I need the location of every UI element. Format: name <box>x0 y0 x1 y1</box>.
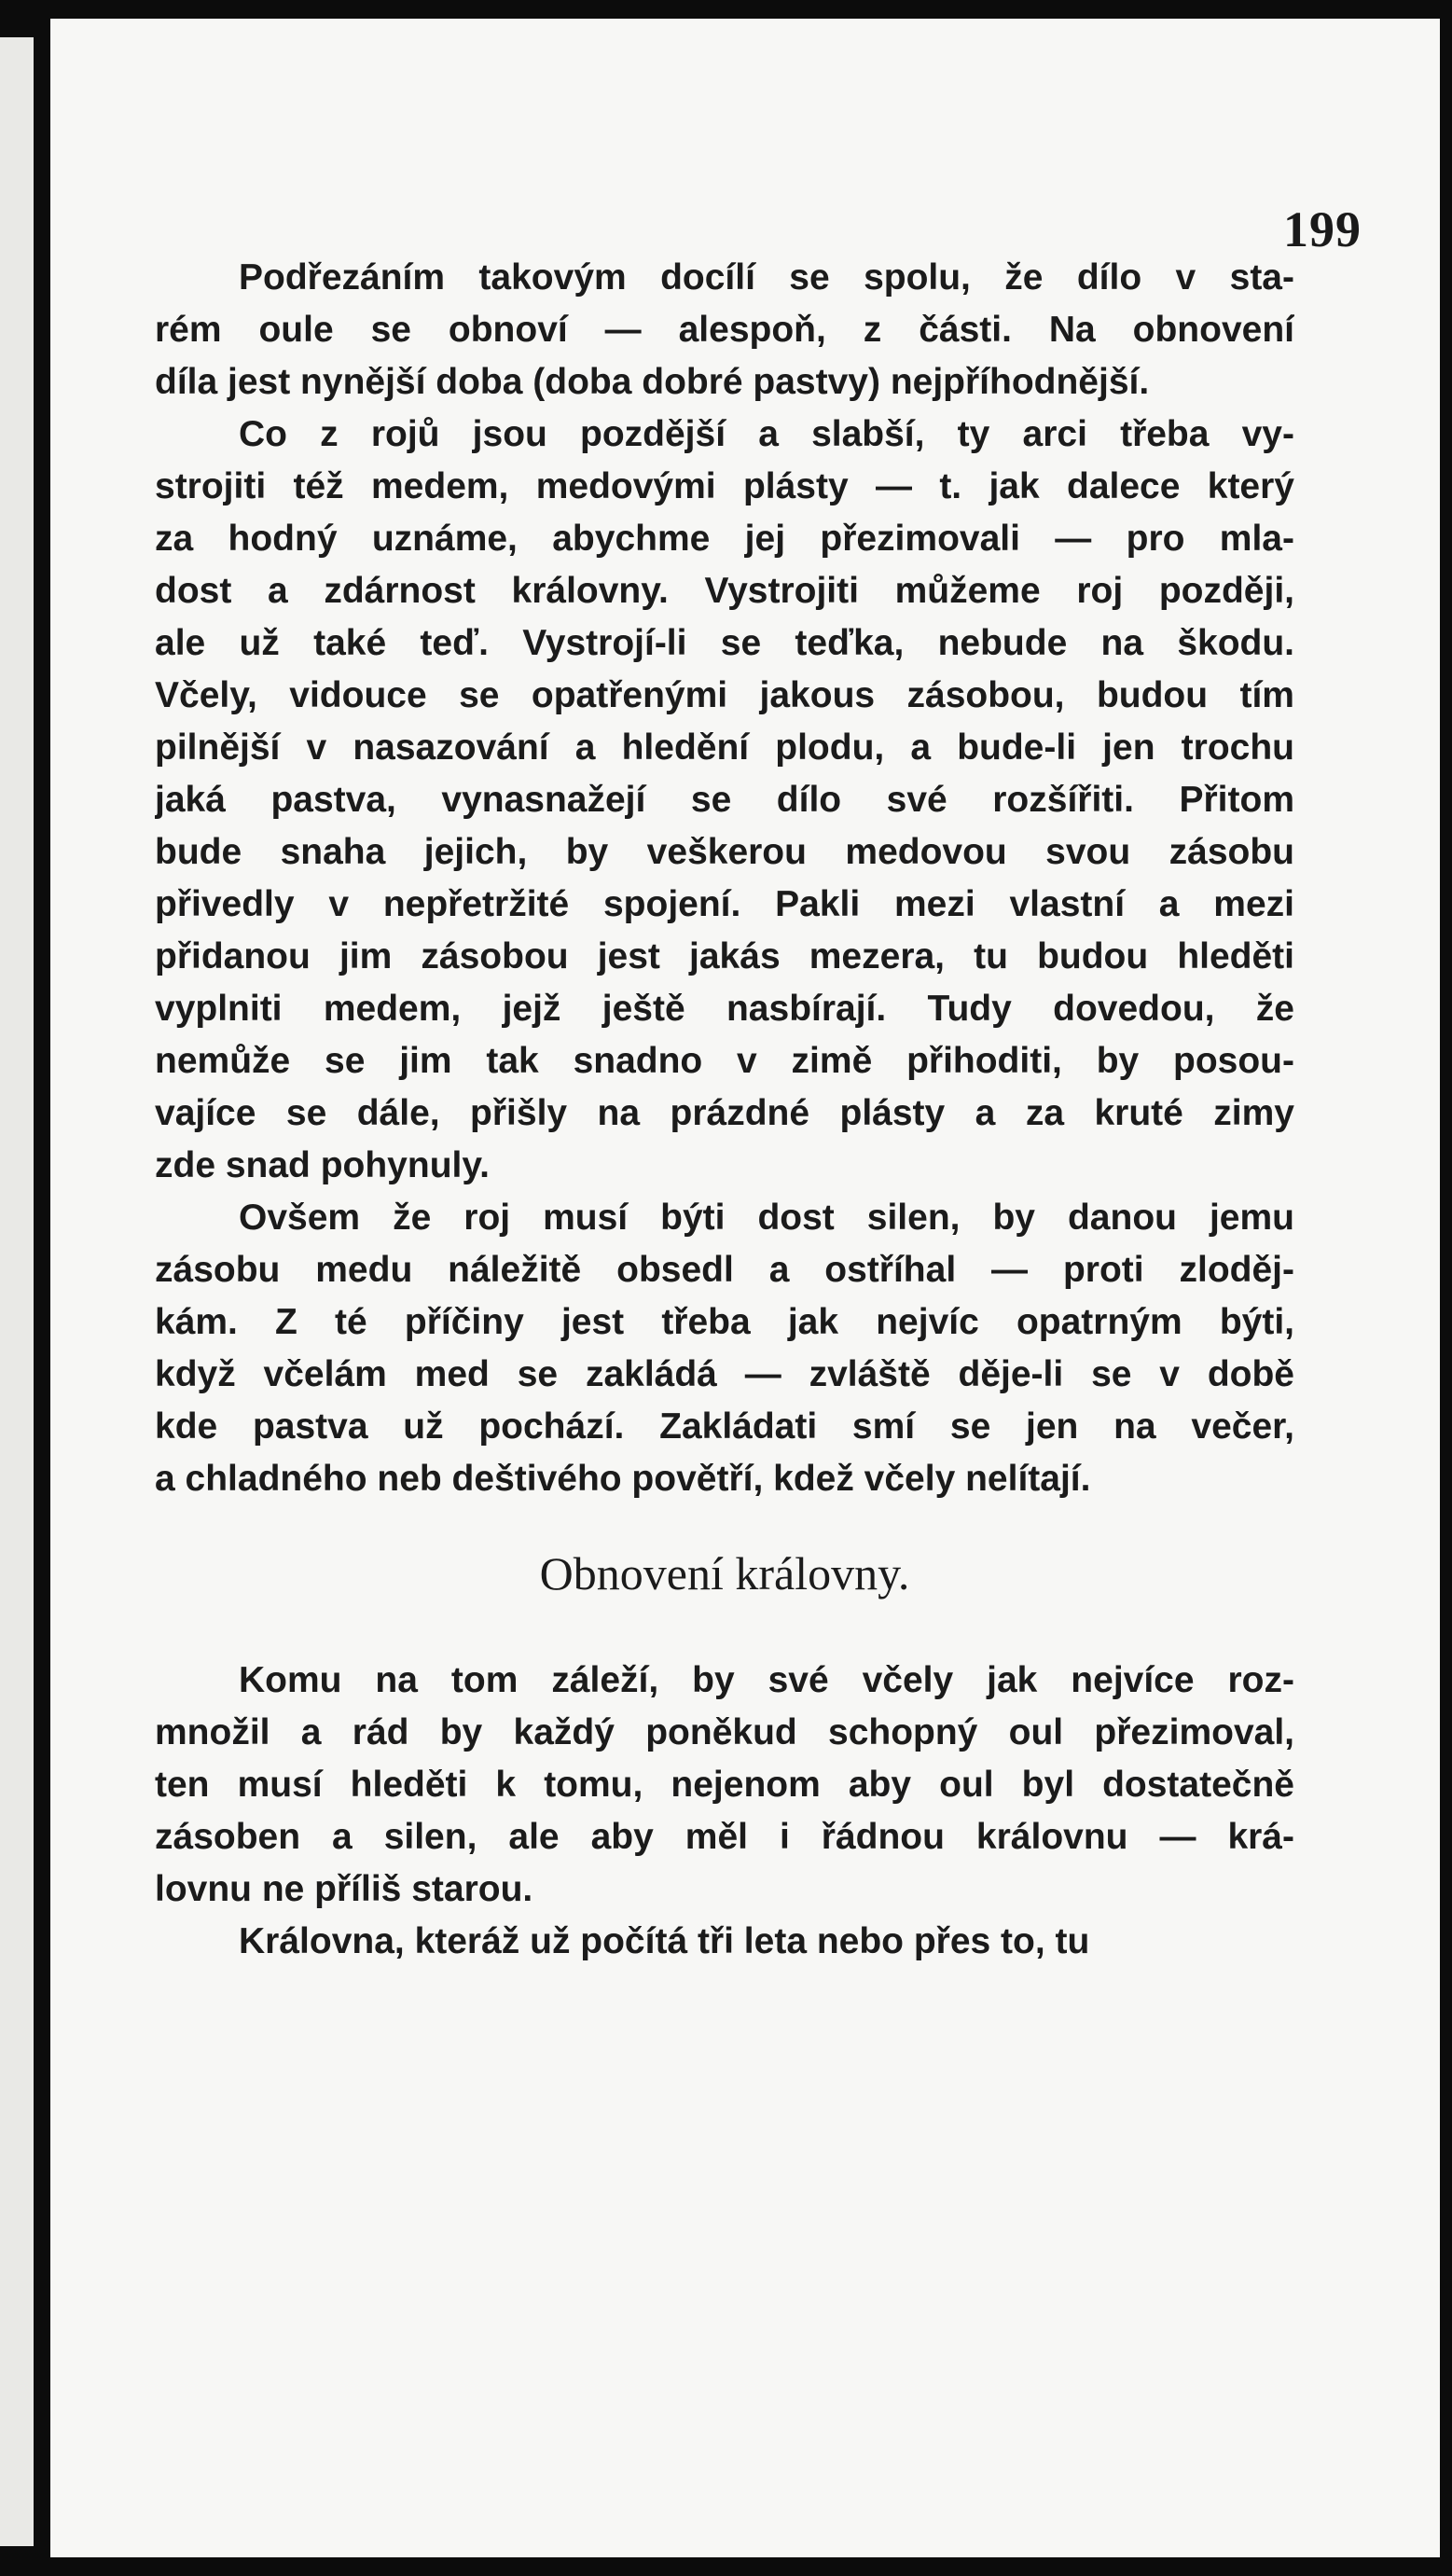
text-line: rém oule se obnoví — alespoň, z části. Na obnovení <box>155 310 1294 350</box>
text-line: ten musí hleděti k tomu, nejenom aby oul byl dostatečně <box>155 1765 1294 1805</box>
spacer <box>155 1505 1294 1541</box>
text-line: Podřezáním takovým docílí se spolu, že dílo v sta- <box>239 257 1294 298</box>
text-line: vyplniti medem, jejž ještě nasbírají. Tudy dovedou, že <box>155 989 1294 1029</box>
text-line: a chladného neb deštivého povětří, kdež včely nelítají. <box>155 1459 1091 1499</box>
text-line: zde snad pohynuly. <box>155 1145 490 1185</box>
text-line: Komu na tom záleží, by své včely jak nejvíce roz- <box>239 1660 1294 1700</box>
paragraph <box>155 409 1294 1192</box>
text-line: když včelám med se zakládá — zvláště děje-li se v době <box>155 1354 1294 1394</box>
text-line: přidanou jim zásobou jest jakás mezera, tu budou hleděti <box>155 936 1294 976</box>
paragraph <box>155 252 1294 409</box>
section-heading: Obnovení královny. <box>539 1547 910 1600</box>
text-line: Včely, vidouce se opatřenými jakous zásobou, budou tím <box>155 675 1294 715</box>
spacer <box>155 1606 1294 1655</box>
text-line: vajíce se dále, přišly na prázdné plásty a za kruté zimy <box>155 1093 1294 1133</box>
text-line: za hodný uznáme, abychme jej přezimovali — pro mla- <box>155 519 1294 559</box>
text-line: zásobu medu náležitě obsedl a ostříhal — proti zloděj- <box>155 1250 1294 1290</box>
text-line: lovnu ne příliš starou. <box>155 1869 533 1909</box>
text-line: kám. Z té příčiny jest třeba jak nejvíc opatrným býti, <box>155 1302 1294 1342</box>
text-line: Královna, kteráž už počítá tři leta nebo přes to, tu <box>239 1921 1090 1961</box>
paragraph <box>155 1192 1294 1505</box>
text-line: množil a rád by každý poněkud schopný oul přezimoval, <box>155 1712 1294 1752</box>
paragraph <box>155 1916 1294 1968</box>
text-line: bude snaha jejich, by veškerou medovou svou zásobu <box>155 832 1294 872</box>
text-line: jaká pastva, vynasnažejí se dílo své rozšířiti. Přitom <box>155 780 1294 820</box>
text-line: přivedly v nepřetržité spojení. Pakli mezi vlastní a mezi <box>155 884 1294 924</box>
text-line: Co z rojů jsou pozdější a slabší, ty arci třeba vy- <box>239 414 1294 454</box>
facing-page-edge <box>0 37 34 2546</box>
page-number: 199 <box>1283 201 1362 257</box>
text-line: nemůže se jim tak snadno v zimě přihoditi, by posou- <box>155 1041 1294 1081</box>
text-line: pilnější v nasazování a hledění plodu, a bude-li jen trochu <box>155 727 1294 768</box>
paragraph <box>155 1655 1294 1916</box>
text-line: dost a zdárnost královny. Vystrojiti můžeme roj později, <box>155 571 1294 611</box>
text-line: zásoben a silen, ale aby měl i řádnou královnu — krá- <box>155 1817 1294 1857</box>
text-line: díla jest nynější doba (doba dobré pastvy) nejpříhodnější. <box>155 362 1150 402</box>
page-body-text <box>155 252 1294 1968</box>
text-line: Ovšem že roj musí býti dost silen, by danou jemu <box>239 1198 1294 1238</box>
text-line: kde pastva už pochází. Zakládati smí se jen na večer, <box>155 1406 1294 1447</box>
text-line: strojiti též medem, medovými plásty — t. jak dalece který <box>155 466 1294 506</box>
text-line: ale už také teď. Vystrojí-li se teďka, nebude na škodu. <box>155 623 1294 663</box>
